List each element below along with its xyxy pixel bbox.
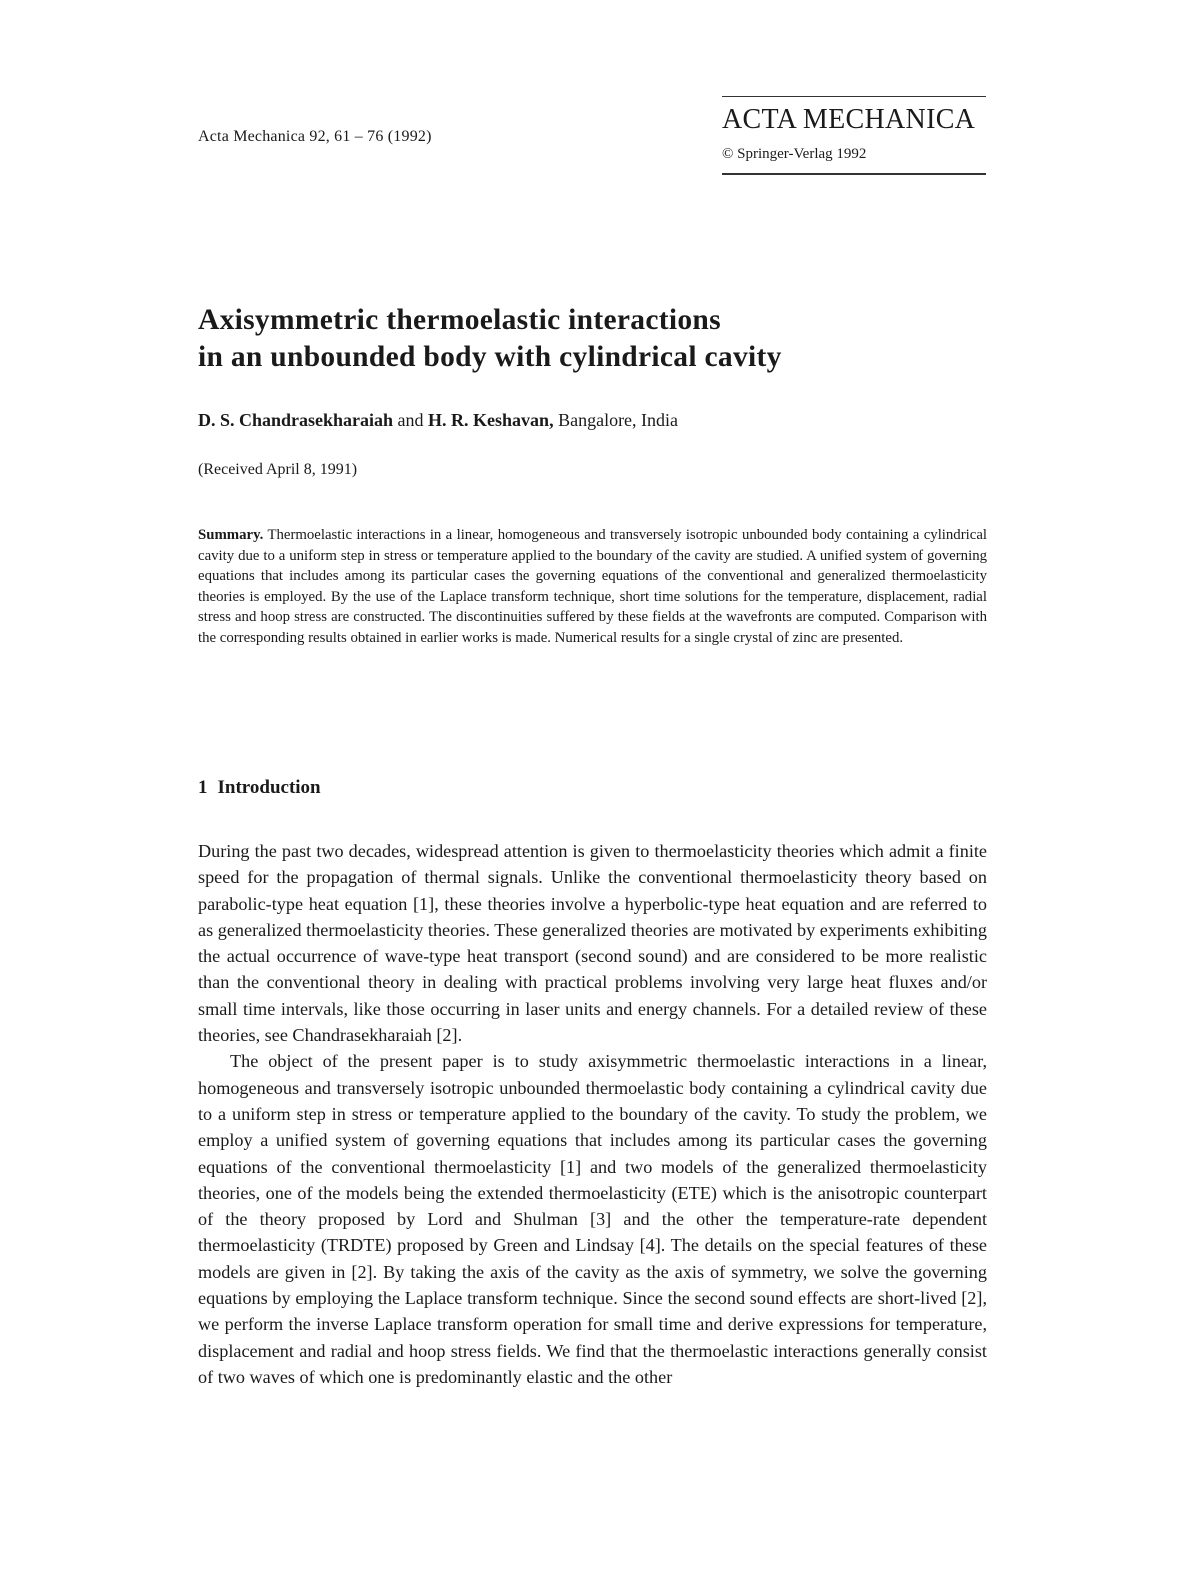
journal-masthead <box>722 96 986 175</box>
paragraph: The object of the present paper is to study axisymmetric thermoelastic interactions in a linear, homogeneous and transversely isotropic unbounded thermoelastic body containing a cylindrical cavity due to a uniform step in stress or temperature applied to the boundary of the cavity. To study the problem, we employ a unified system of governing equations that includes among its particular cases the governing equations of the conventional thermoelasticity [1] and two models of the generalized thermoelasticity theories, one of the models being the extended thermoelasticity (ETE) which is the anisotropic counterpart of the theory proposed by Lord and Shulman [3] and the other the temperature-rate dependent thermoelasticity (TRDTE) proposed by Green and Lindsay [4]. The details on the special features of these models are given in [2]. By taking the axis of the cavity as the axis of symmetry, we solve the governing equations by employing the Laplace transform technique. Since the second sound effects are short-lived [2], we perform the inverse Laplace transform operation for small time and derive expressions for temperature, displacement and radial and hoop stress fields. We find that the thermoelastic interactions generally consist of two waves of which one is predominantly elastic and the other <box>198 1051 987 1387</box>
section-number: 1 <box>198 777 208 798</box>
title-line-2: in an unbounded body with cylindrical cavity <box>198 341 782 373</box>
journal-citation: Acta Mechanica 92, 61 – 76 (1992) <box>198 128 432 145</box>
abstract <box>198 525 987 649</box>
received-date: (Received April 8, 1991) <box>198 461 358 478</box>
introduction-body <box>198 838 987 1390</box>
paragraph: During the past two decades, widespread attention is given to thermoelasticity theories which admit a finite speed for the propagation of thermal signals. Unlike the conventional thermoelasticity theory based on parabolic-type heat equation [1], these theories involve a hyperbolic-type heat equation and are referred to as generalized thermoelasticity theories. These generalized theories are motivated by experiments exhibiting the actual occurrence of wave-type heat transport (second sound) and are considered to be more realistic than the conventional theory in dealing with practical problems involving very large heat fluxes and/or small time intervals, like those occurring in laser units and energy channels. For a detailed review of these theories, see Chandrasekharaiah [2]. <box>198 841 987 1046</box>
section-heading-introduction <box>198 776 321 800</box>
masthead-bottom-rule <box>722 173 986 175</box>
copyright-notice: © Springer-Verlag 1992 <box>722 146 867 162</box>
author-conjunction: and <box>397 410 424 430</box>
author-line <box>198 408 678 432</box>
author-affiliation: Bangalore, India <box>558 410 679 430</box>
author-2: H. R. Keshavan, <box>428 410 554 430</box>
title-line-1: Axisymmetric thermoelastic interactions <box>198 304 721 336</box>
abstract-text: Thermoelastic interactions in a linear, homogeneous and transversely isotropic unbounded body containing a cylindrical cavity due to a uniform step in stress or temperature applied to the boundary of the cavity are studied. A unified system of governing equations that includes among its particular cases the governing equations of the conventional and generalized thermoelasticity theories is employed. By the use of the Laplace transform technique, short time solutions for the temperature, displacement, radial stress and hoop stress are constructed. The discontinuities suffered by these fields at the wavefronts are computed. Comparison with the corresponding results obtained in earlier works is made. Numerical results for a single crystal of zinc are presented. <box>198 527 987 646</box>
masthead-top-rule <box>722 96 986 97</box>
journal-name: ACTA MECHANICA <box>722 104 976 135</box>
section-title: Introduction <box>217 777 321 798</box>
paper-title <box>198 302 998 376</box>
abstract-label: Summary. <box>198 527 264 543</box>
author-1: D. S. Chandrasekharaiah <box>198 410 394 430</box>
